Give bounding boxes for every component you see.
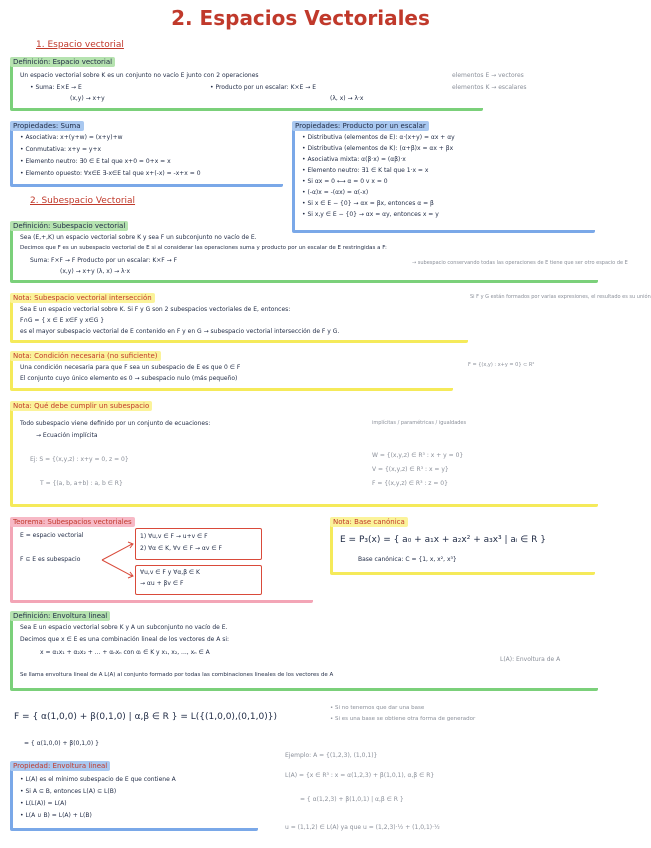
example-text: T = {(a, b, a+b) : a, b ∈ R} bbox=[40, 480, 123, 487]
property-item: • L(L(A)) = L(A) bbox=[20, 800, 67, 807]
suma-mapping: (x,y) → x+y bbox=[70, 95, 105, 102]
definition-text: Decimos que F es un subespacio vectorial de E si al considerar las operaciones suma y producto por un escalar de E restringidas a F: bbox=[20, 245, 387, 251]
suma-item: • Conmutativa: x+y = y+x bbox=[20, 146, 102, 153]
definition-text: Sea E un espacio vectorial sobre K y A un subconjunto no vacío de E. bbox=[20, 624, 228, 631]
theorem-condition: 2) ∀α ∈ K, ∀v ∈ F → αv ∈ F bbox=[140, 545, 222, 552]
example-text: F = {(x,y,z) ∈ R³ : z = 0} bbox=[372, 480, 448, 487]
side-note: implícitas / paramétricas / igualdades bbox=[372, 420, 467, 426]
suma-item: • Elemento opuesto: ∀x∈E ∃-x∈E tal que x+(-x) = -x+x = 0 bbox=[20, 170, 201, 177]
definition-tag: Definición: Espacio vectorial bbox=[10, 57, 115, 67]
envoltura-example-sub: = { α(1,0,0) + β(0,1,0) } bbox=[24, 740, 99, 747]
side-note: F = {(x,y) : x+y = 0} ⊂ R² bbox=[468, 362, 535, 368]
suma-item: • Asociativa: x+(y+w) = (x+y)+w bbox=[20, 134, 123, 141]
property-item: • L(A) es el mínimo subespacio de E que contiene A bbox=[20, 776, 176, 783]
property-item: • Si A ⊆ B, entonces L(A) ⊆ L(B) bbox=[20, 788, 117, 795]
envoltura-example-equation: F = { α(1,0,0) + β(0,1,0) | α,β ∈ R } = L({(1,0,0),(0,1,0)}) bbox=[14, 712, 277, 722]
note-tag: Nota: Qué debe cumplir un subespacio bbox=[10, 401, 152, 411]
side-note: → subespacio conservando todas las operaciones de E tiene que ser otro espacio de E bbox=[412, 260, 628, 266]
example-note: • Si es una base se obtiene otra forma de generador bbox=[330, 716, 476, 722]
theorem-condition: 1) ∀u,v ∈ F → u+v ∈ F bbox=[140, 533, 208, 540]
note-text: El conjunto cuyo único elemento es 0 → subespacio nulo (más pequeño) bbox=[20, 375, 238, 382]
producto-item: • Distributiva (elementos de K): (α+β)x = αx + βx bbox=[302, 145, 454, 152]
suma-operation: • Suma: E×E → E bbox=[30, 84, 82, 91]
suma-properties-box bbox=[10, 122, 283, 187]
side-note: L(A): Envoltura de A bbox=[500, 656, 561, 663]
example-text: L(A) = {x ∈ R³ : x = α(1,2,3) + β(1,0,1), α,β ∈ R} bbox=[285, 772, 435, 779]
theorem-text: F ⊆ E es subespacio bbox=[20, 556, 81, 563]
producto-item: • Elemento neutro: ∃1 ∈ K tal que 1·x = x bbox=[302, 167, 429, 174]
producto-operation: • Producto por un escalar: K×E → E bbox=[210, 84, 316, 91]
property-box bbox=[10, 762, 258, 831]
definition-text: Se llama envoltura lineal de A L(A) al conjunto formado por todas las combinaciones lineales de los vectores de A bbox=[20, 672, 334, 678]
example-text: W = {(x,y,z) ∈ R³ : x + y = 0} bbox=[372, 452, 464, 459]
producto-item: • Si x ∈ E − {0} → αx = βx, entonces α = β bbox=[302, 200, 434, 207]
example-text: V = {(x,y,z) ∈ R³ : x = y} bbox=[372, 466, 449, 473]
side-note-escalares: elementos K → escalares bbox=[452, 84, 527, 91]
example-text: Ej: S = {(x,y,z) : x+y = 0, z = 0} bbox=[30, 456, 129, 463]
producto-item: • Distributiva (elementos de E): α·(x+y) = αx + αy bbox=[302, 134, 455, 141]
side-note: Si F y G están formados por varias expresiones, el resultado es su unión bbox=[470, 294, 651, 300]
definition-text: Un espacio vectorial sobre K es un conjunto no vacío E junto con 2 operaciones bbox=[20, 72, 259, 79]
side-note-vectores: elementos E → vectores bbox=[452, 72, 524, 79]
section-heading-espacio-vectorial: 1. Espacio vectorial bbox=[36, 40, 124, 50]
page-title: 2. Espacios Vectoriales bbox=[171, 6, 430, 30]
definition-text: (x,y) → x+y (λ, x) → λ·x bbox=[60, 268, 131, 275]
property-tag: Propiedad: Envoltura lineal bbox=[10, 761, 110, 771]
definition-text: Decimos que x ∈ E es una combinación lineal de los vectores de A si: bbox=[20, 636, 230, 643]
property-item: • L(A ∪ B) = L(A) + L(B) bbox=[20, 812, 92, 819]
note-text: Sea E un espacio vectorial sobre K. Si F y G son 2 subespacios vectoriales de E, entonces: bbox=[20, 306, 291, 313]
base-canonica-text: Base canónica: C = {1, x, x², x³} bbox=[358, 556, 457, 563]
note-tag: Nota: Condición necesaria (no suficiente) bbox=[10, 351, 161, 361]
note-box-subespacio bbox=[10, 402, 598, 507]
producto-item: • (-α)x = -(αx) = α(-x) bbox=[302, 189, 369, 196]
definition-text: x = α₁x₁ + α₂x₂ + ... + αₙxₙ con αᵢ ∈ K y x₁, x₂, ..., xₙ ∈ A bbox=[40, 649, 210, 656]
note-text: → Ecuación implícita bbox=[36, 432, 98, 439]
note-tag: Nota: Subespacio vectorial intersección bbox=[10, 293, 155, 303]
theorem-text: E = espacio vectorial bbox=[20, 532, 84, 539]
example-text: = { α(1,2,3) + β(1,0,1) | α,β ∈ R } bbox=[300, 796, 404, 803]
producto-item: • Si x,y ∈ E − {0} → αx = αy, entonces x = y bbox=[302, 211, 439, 218]
base-equation: E = P₃(x) = { a₀ + a₁x + a₂x² + a₃x³ | aᵢ ∈ R } bbox=[340, 535, 546, 545]
definition-text: Sea (E,+,K) un espacio vectorial sobre K y sea F un subconjunto no vacío de E. bbox=[20, 234, 257, 241]
producto-item: • Asociativa mixta: α(β·x) = (αβ)·x bbox=[302, 156, 406, 163]
definition-text: Suma: F×F → F Producto por un escalar: K×F → F bbox=[30, 257, 178, 264]
theorem-alternative: → αu + βv ∈ F bbox=[140, 580, 184, 587]
note-text: Una condición necesaria para que F sea un subespacio de E es que 0 ∈ F bbox=[20, 364, 241, 371]
producto-mapping: (λ, x) → λ·x bbox=[330, 95, 364, 102]
note-text: Todo subespacio viene definido por un conjunto de ecuaciones: bbox=[20, 420, 211, 427]
producto-properties-tag: Propiedades: Producto por un escalar bbox=[292, 121, 429, 131]
definition-tag: Definición: Envoltura lineal bbox=[10, 611, 110, 621]
example-text: u = (1,1,2) ∈ L(A) ya que u = (1,2,3)·½ + (1,0,1)·½ bbox=[285, 824, 440, 831]
suma-item: • Elemento neutro: ∃0 ∈ E tal que x+0 = 0+x = x bbox=[20, 158, 171, 165]
theorem-tag: Teorema: Subespacios vectoriales bbox=[10, 517, 135, 527]
example-text: Ejemplo: A = {(1,2,3), (1,0,1)} bbox=[285, 752, 378, 759]
note-tag: Nota: Base canónica bbox=[330, 517, 408, 527]
branch-arrows-icon bbox=[100, 536, 136, 586]
suma-properties-tag: Propiedades: Suma bbox=[10, 121, 84, 131]
example-note: • Si no tenemos que dar una base bbox=[330, 705, 425, 711]
note-text: es el mayor subespacio vectorial de E contenido en F y en G → subespacio vectorial intersección de F y G. bbox=[20, 328, 340, 335]
note-text: F∩G = { x ∈ E x∈F y x∈G } bbox=[20, 317, 105, 324]
section-heading-subespacio: 2. Subespacio Vectorial bbox=[30, 196, 136, 206]
producto-item: • Si αx = 0 ⟷ α = 0 v x = 0 bbox=[302, 178, 388, 185]
theorem-alternative: ∀u,v ∈ F y ∀α,β ∈ K bbox=[140, 569, 200, 576]
definition-tag: Definición: Subespacio vectorial bbox=[10, 221, 128, 231]
